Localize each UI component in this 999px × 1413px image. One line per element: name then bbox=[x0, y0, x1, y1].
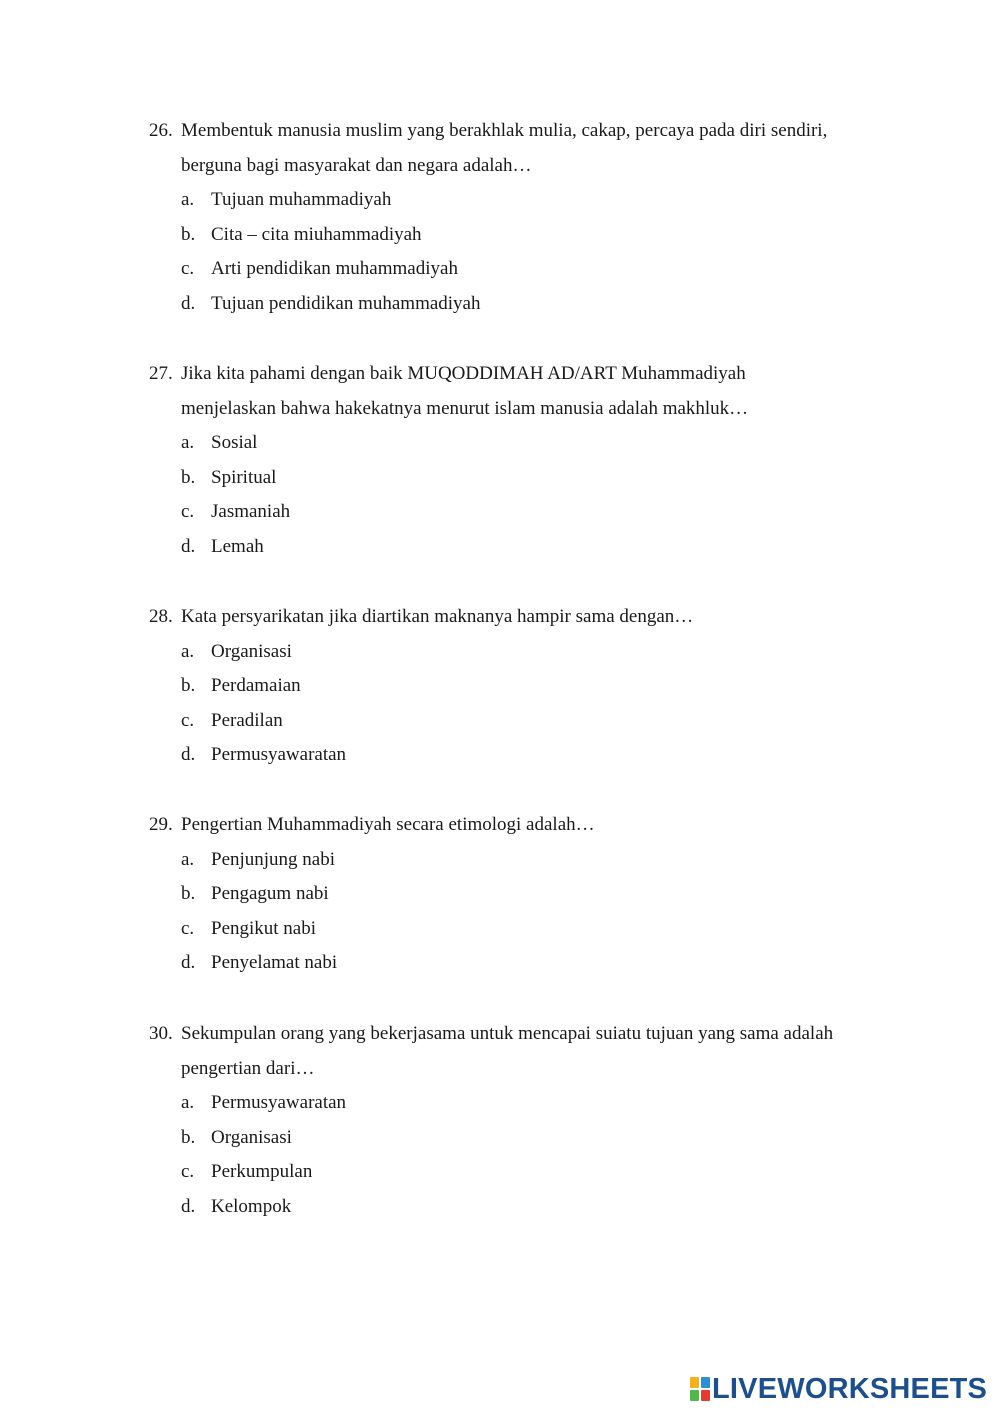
option-letter: b. bbox=[181, 223, 196, 245]
option-letter: d. bbox=[181, 292, 196, 314]
liveworksheets-logo[interactable] bbox=[690, 1372, 987, 1406]
question-stem-line bbox=[149, 357, 889, 392]
option-a[interactable] bbox=[149, 426, 889, 461]
question-text: Sekumpulan orang yang bekerjasama untuk mencapai suiatu tujuan yang sama adalah bbox=[181, 1023, 834, 1044]
question-text: Pengertian Muhammadiyah secara etimologi adalah… bbox=[181, 814, 595, 835]
option-a[interactable] bbox=[149, 635, 889, 670]
question-stem-line bbox=[149, 149, 889, 184]
question-29 bbox=[149, 808, 889, 981]
option-text: Tujuan muhammadiyah bbox=[211, 189, 392, 211]
option-letter: a. bbox=[181, 640, 195, 662]
option-text: Peradilan bbox=[211, 709, 283, 731]
question-number: 26. bbox=[149, 120, 173, 141]
option-letter: c. bbox=[181, 917, 195, 939]
option-letter: a. bbox=[181, 848, 195, 870]
option-c[interactable] bbox=[149, 495, 889, 530]
option-text: Jasmaniah bbox=[211, 501, 291, 523]
question-text: pengertian dari… bbox=[181, 1057, 315, 1079]
option-letter: b. bbox=[181, 675, 196, 697]
question-26 bbox=[149, 114, 889, 322]
question-text: Membentuk manusia muslim yang berakhlak mulia, cakap, percaya pada diri sendiri, bbox=[181, 120, 828, 141]
option-text: Sosial bbox=[211, 432, 258, 454]
option-text: Permusyawaratan bbox=[211, 744, 347, 766]
option-a[interactable] bbox=[149, 843, 889, 878]
option-text: Penyelamat nabi bbox=[211, 952, 338, 974]
option-b[interactable] bbox=[149, 669, 889, 704]
question-number: 30. bbox=[149, 1023, 173, 1044]
option-letter: d. bbox=[181, 744, 196, 766]
option-text: Pengikut nabi bbox=[211, 917, 317, 939]
option-letter: b. bbox=[181, 883, 196, 905]
question-28 bbox=[149, 600, 889, 773]
question-stem-line bbox=[149, 392, 889, 427]
question-stem-line bbox=[149, 600, 889, 635]
option-c[interactable] bbox=[149, 704, 889, 739]
option-d[interactable] bbox=[149, 738, 889, 773]
question-text: menjelaskan bahwa hakekatnya menurut islam manusia adalah makhluk… bbox=[181, 397, 749, 419]
option-text: Organisasi bbox=[211, 640, 292, 662]
option-d[interactable] bbox=[149, 946, 889, 981]
question-stem-line bbox=[149, 1017, 889, 1052]
option-letter: c. bbox=[181, 501, 195, 523]
liveworksheets-logo-icon bbox=[690, 1377, 710, 1401]
option-letter: d. bbox=[181, 952, 196, 974]
option-c[interactable] bbox=[149, 1155, 889, 1190]
option-letter: a. bbox=[181, 432, 195, 454]
option-a[interactable] bbox=[149, 183, 889, 218]
option-d[interactable] bbox=[149, 530, 889, 565]
option-text: Spiritual bbox=[211, 466, 277, 488]
question-number: 27. bbox=[149, 363, 173, 384]
option-letter: a. bbox=[181, 1092, 195, 1114]
option-text: Penjunjung nabi bbox=[211, 848, 336, 870]
option-text: Pengagum nabi bbox=[211, 883, 329, 905]
option-letter: b. bbox=[181, 466, 196, 488]
question-number: 28. bbox=[149, 606, 173, 627]
option-text: Lemah bbox=[211, 535, 264, 557]
option-b[interactable] bbox=[149, 218, 889, 253]
logo-text: LIVEWORKSHEETS bbox=[712, 1373, 988, 1405]
option-text: Arti pendidikan muhammadiyah bbox=[211, 258, 458, 280]
option-letter: b. bbox=[181, 1126, 196, 1148]
option-letter: a. bbox=[181, 189, 195, 211]
question-stem-line bbox=[149, 808, 889, 843]
option-d[interactable] bbox=[149, 287, 889, 322]
question-text: Kata persyarikatan jika diartikan maknanya hampir sama dengan… bbox=[181, 606, 694, 627]
option-text: Tujuan pendidikan muhammadiyah bbox=[211, 292, 481, 314]
question-number: 29. bbox=[149, 814, 173, 835]
option-a[interactable] bbox=[149, 1086, 889, 1121]
option-text: Kelompok bbox=[211, 1195, 292, 1217]
question-text: berguna bagi masyarakat dan negara adalah… bbox=[181, 154, 532, 176]
option-text: Perkumpulan bbox=[211, 1161, 313, 1183]
option-text: Organisasi bbox=[211, 1126, 292, 1148]
option-text: Cita – cita miuhammadiyah bbox=[211, 223, 422, 245]
option-letter: d. bbox=[181, 535, 196, 557]
question-stem-line bbox=[149, 114, 889, 149]
option-letter: c. bbox=[181, 258, 195, 280]
question-stem-line bbox=[149, 1052, 889, 1087]
option-d[interactable] bbox=[149, 1190, 889, 1225]
option-letter: d. bbox=[181, 1195, 196, 1217]
option-b[interactable] bbox=[149, 877, 889, 912]
option-text: Perdamaian bbox=[211, 675, 301, 697]
question-27 bbox=[149, 357, 889, 565]
option-letter: c. bbox=[181, 709, 195, 731]
question-30 bbox=[149, 1017, 889, 1225]
option-b[interactable] bbox=[149, 461, 889, 496]
option-text: Permusyawaratan bbox=[211, 1092, 347, 1114]
option-c[interactable] bbox=[149, 252, 889, 287]
question-text: Jika kita pahami dengan baik MUQODDIMAH AD/ART Muhammadiyah bbox=[181, 363, 746, 384]
option-b[interactable] bbox=[149, 1121, 889, 1156]
option-letter: c. bbox=[181, 1161, 195, 1183]
option-c[interactable] bbox=[149, 912, 889, 947]
